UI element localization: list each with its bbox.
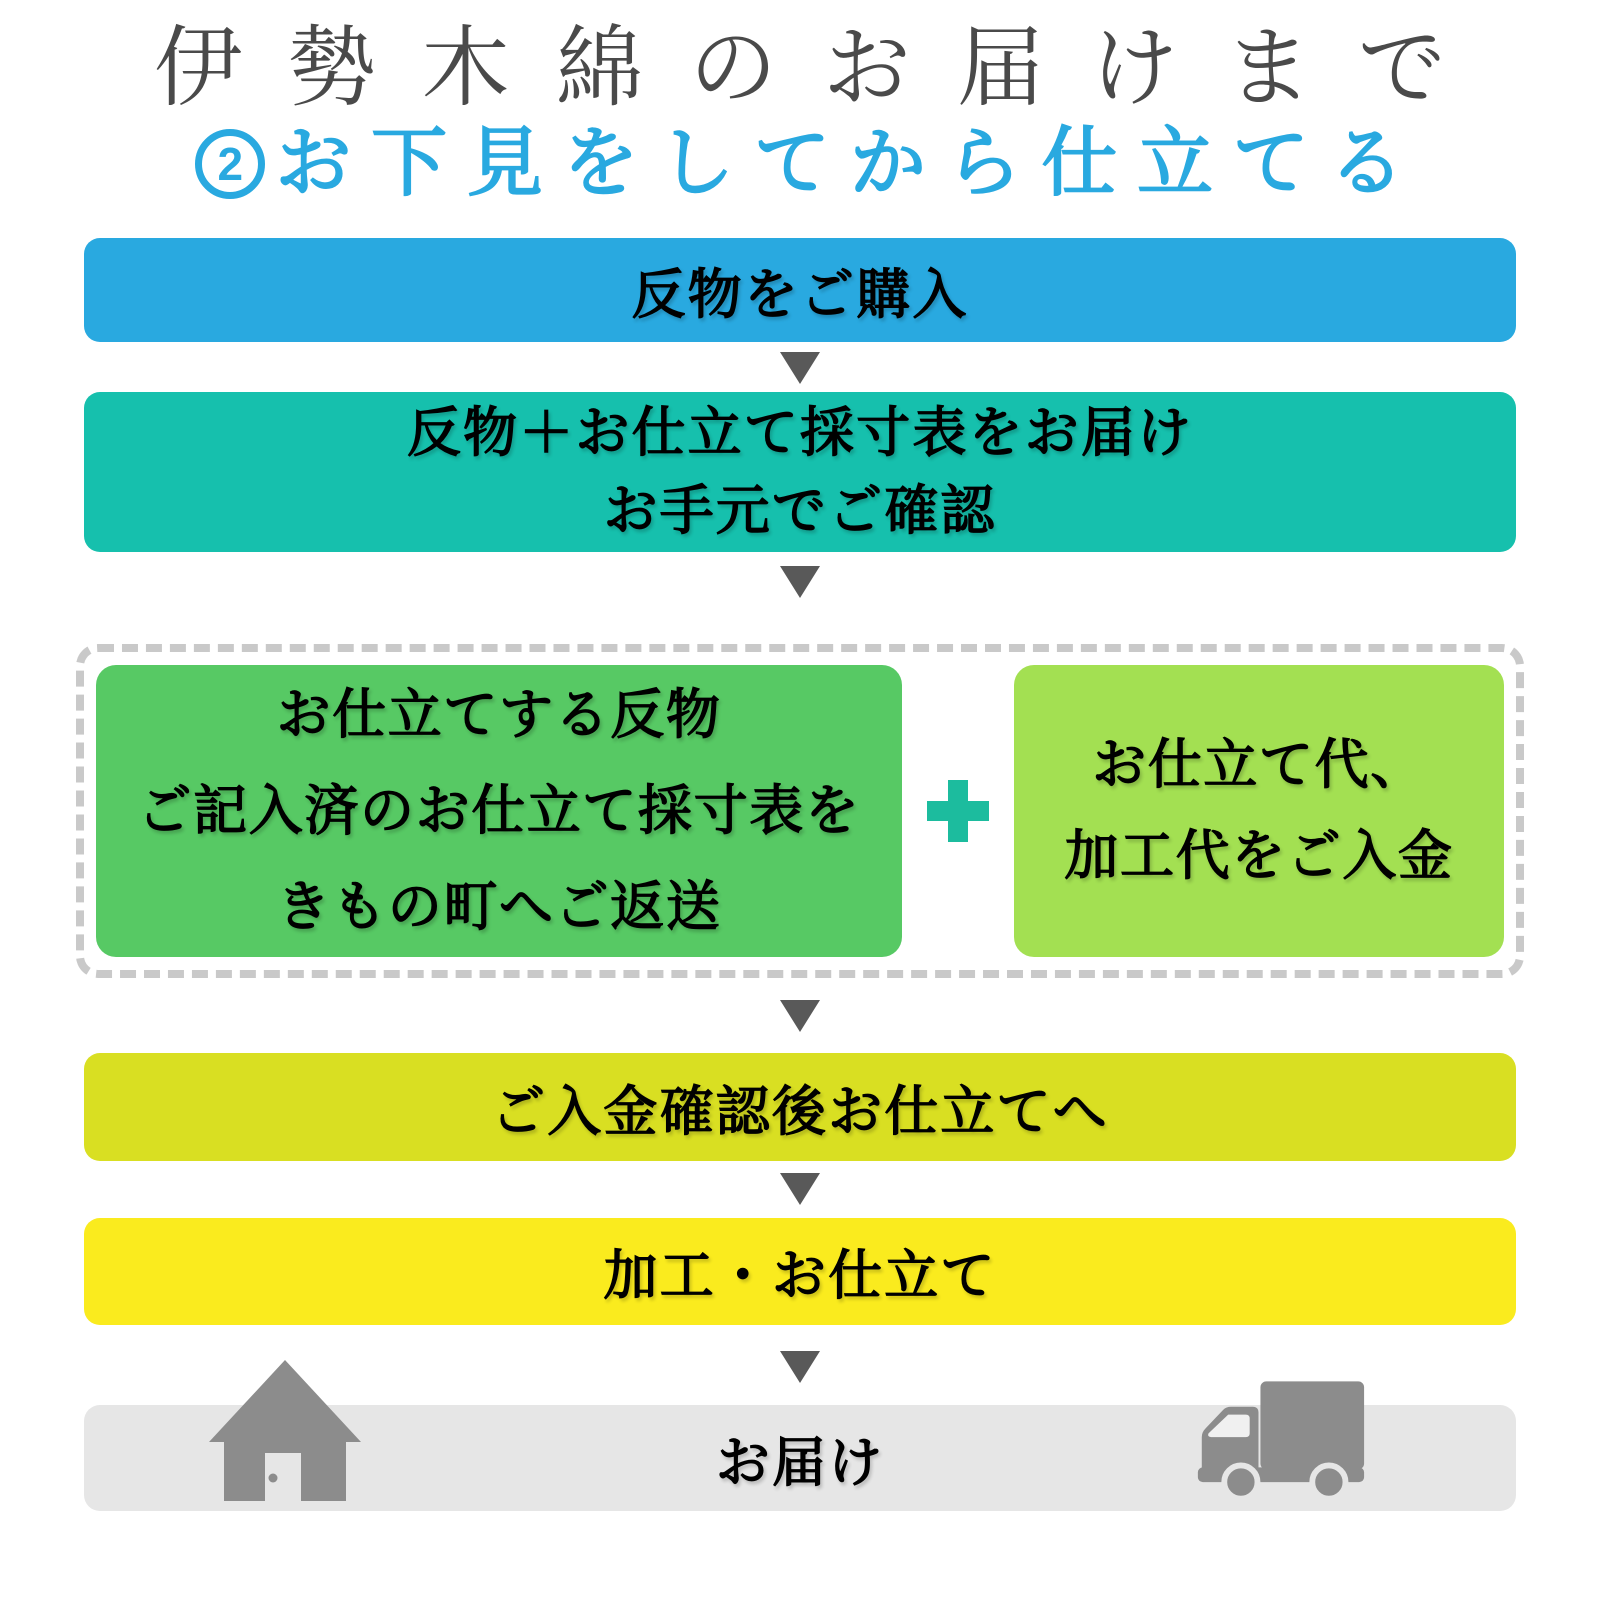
return-and-payment-group: [76, 644, 1524, 978]
return-box-line2: ご記入済のお仕立て採寸表を: [137, 781, 861, 842]
down-arrow-icon: [780, 1173, 820, 1205]
step-delivery-label: お届け: [715, 1432, 885, 1493]
page-title-text: 伊勢木綿のお届けまで: [154, 18, 1492, 117]
step-processing-bar: [84, 1218, 1516, 1325]
step-purchase-label: 反物をご購入: [631, 264, 969, 325]
truck-icon: [1192, 1381, 1368, 1503]
step-number-badge: 2: [195, 129, 265, 199]
return-box-line3: きもの町へご返送: [276, 877, 722, 938]
down-arrow-icon: [780, 566, 820, 598]
step-processing-label: 加工・お仕立て: [603, 1246, 997, 1307]
payment-box: [1014, 665, 1504, 957]
house-icon: [209, 1360, 361, 1501]
page-subtitle-text: お下見をしてから仕立てる: [275, 121, 1425, 207]
down-arrow-icon: [780, 352, 820, 384]
return-box: [96, 665, 902, 957]
page-subtitle: [0, 121, 1600, 207]
step-purchase-bar: [84, 238, 1516, 342]
plus-wrap: [902, 780, 1014, 842]
down-arrow-icon: [780, 1351, 820, 1383]
step-after-payment-bar: [84, 1053, 1516, 1161]
step-after-payment-label: ご入金確認後お仕立てへ: [491, 1081, 1109, 1142]
step-delivery-bar: [84, 1405, 1516, 1511]
payment-box-line2: 加工代をご入金: [1064, 826, 1454, 887]
page-title: [0, 0, 1600, 117]
payment-box-line1: お仕立て代、: [1092, 734, 1426, 795]
down-arrow-icon: [780, 1000, 820, 1032]
step-delivery-check-line2: お手元でご確認: [603, 481, 997, 542]
step-delivery-check-line1: 反物＋お仕立て採寸表をお届け: [406, 403, 1194, 464]
return-box-line1: お仕立てする反物: [276, 685, 722, 746]
step-delivery-check-bar: [84, 392, 1516, 552]
plus-icon: [927, 780, 989, 842]
